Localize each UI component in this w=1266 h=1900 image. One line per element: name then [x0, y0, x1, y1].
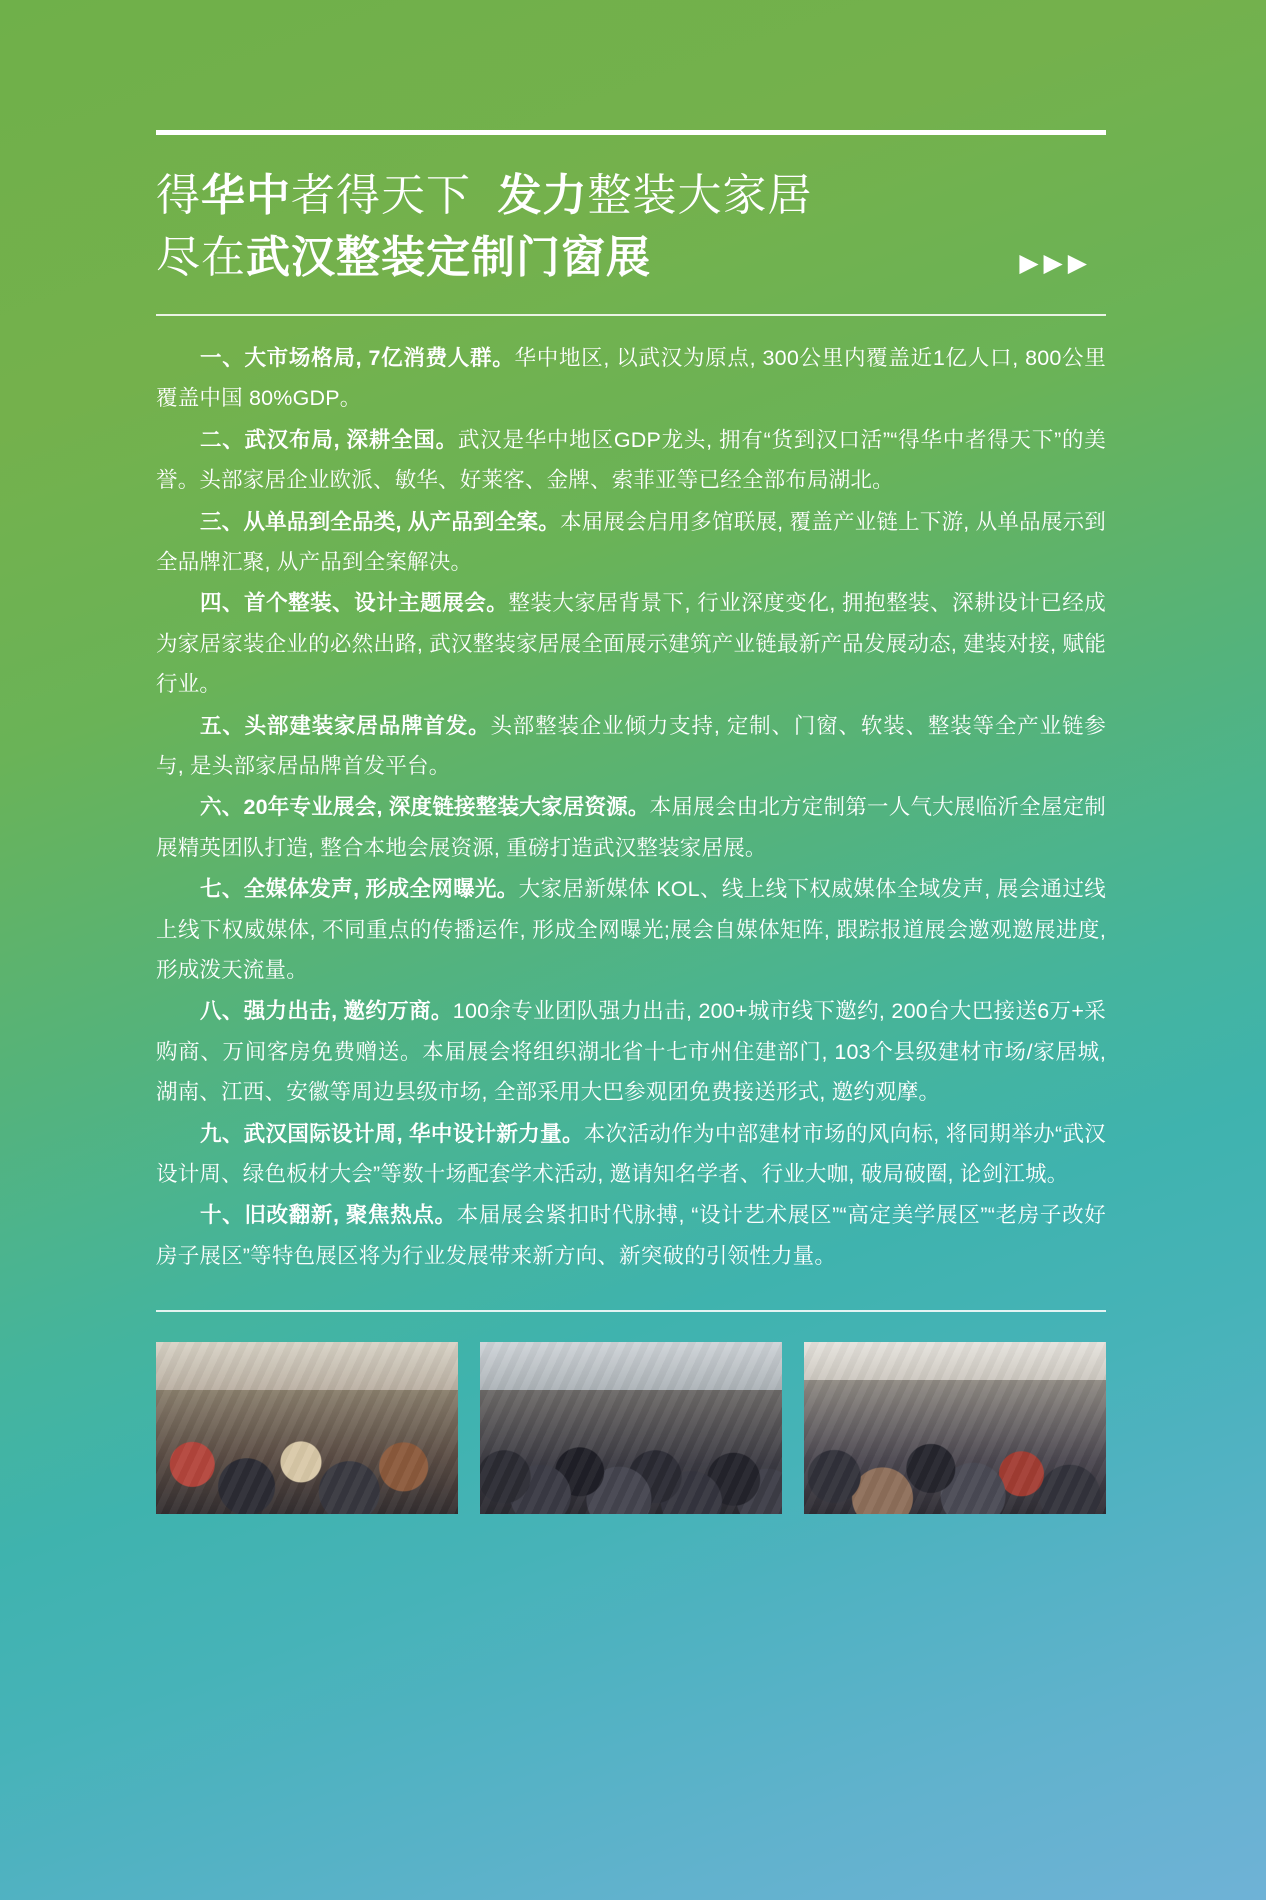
paragraph-3-text: 本届展会启用多馆联展, 覆盖产业链上下游, 从单品展示到全品牌汇聚, 从产品到全案解决。: [156, 509, 1106, 574]
triple-arrow-icon: ▶▶▶: [1019, 248, 1092, 277]
paragraph-7: [156, 869, 1106, 990]
body-text: [156, 338, 1106, 1276]
title-line-1-part-c: 者得天下: [291, 171, 471, 220]
paragraph-3: [156, 502, 1106, 583]
title-line-2-part-b: 武汉整装定制门窗展: [246, 233, 651, 283]
paragraph-2-text: 武汉是华中地区GDP龙头, 拥有“货到汉口活”“得华中者得天下”的美誉。头部家居企业欧派、敏华、好莱客、金牌、索菲亚等已经全部布局湖北。: [156, 427, 1106, 493]
title-line-1: [156, 165, 1106, 227]
paragraph-10-text: 本届展会紧扣时代脉搏, “设计艺术展区”“高定美学展区”“老房子改好房子展区”等特色展区将为行业发展带来新方向、新突破的引领性力量。: [156, 1203, 1106, 1268]
title-line-1-part-d: 发力: [497, 171, 588, 220]
paragraph-9-text: 本次活动作为中部建材市场的风向标, 将同期举办“武汉设计周、绿色板材大会”等数十场配套学术活动, 邀请知名学者、行业大咖, 破局破圈, 论剑江城。: [156, 1121, 1106, 1187]
photo-3-crowd: [804, 1380, 1106, 1514]
paragraph-6: [156, 787, 1106, 868]
paragraph-8-text: 100余专业团队强力出击, 200+城市线下邀约, 200台大巴接送6万+采购商、万间客房免费赠送。本届展会将组织湖北省十七市州住建部门, 103个县级建材市场/家居城, 湖南、江西、安徽等周边县级市场, 全部采用大巴参观团免费接送形式, 邀约观摩。: [156, 999, 1106, 1105]
paragraph-2: [156, 420, 1106, 501]
paragraph-6-lead: 六、20年专业展会, 深度链接整装大家居资源。: [200, 795, 650, 820]
paragraph-3-lead: 三、从单品到全品类, 从产品到全案。: [200, 509, 560, 534]
paragraph-4: [156, 583, 1106, 704]
title-line-2: [156, 227, 1106, 289]
paragraph-7-lead: 七、全媒体发声, 形成全网曝光。: [200, 877, 519, 902]
photo-visitors-aisle-crowd: [804, 1342, 1106, 1514]
content-container: [156, 130, 1106, 1514]
photo-registration-desk-crowd: [156, 1342, 458, 1514]
paragraph-10-lead: 十、旧改翻新, 聚焦热点。: [200, 1203, 457, 1228]
photo-2-crowd: [480, 1390, 782, 1514]
paragraph-5-text: 头部整装企业倾力支持, 定制、门窗、软装、整装等全产业链参与, 是头部家居品牌首发平台。: [156, 713, 1106, 778]
paragraph-8: [156, 991, 1106, 1112]
paragraph-1: [156, 338, 1106, 419]
paragraph-2-lead: 二、武汉布局, 深耕全国。: [200, 427, 458, 452]
paragraph-7-text: 大家居新媒体 KOL、线上线下权威媒体全域发声, 展会通过线上线下权威媒体, 不同重点的传播运作, 形成全网曝光;展会自媒体矩阵, 跟踪报道展会邀观邀展进度, 形成泼天流量。: [156, 877, 1106, 983]
paragraph-4-text: 整装大家居背景下, 行业深度变化, 拥抱整装、深耕设计已经成为家居家装企业的必然出路, 武汉整装家居展全面展示建筑产业链最新产品发展动态, 建装对接, 赋能行业。: [156, 591, 1106, 697]
paragraph-6-text: 本届展会由北方定制第一人气大展临沂全屋定制展精英团队打造, 整合本地会展资源, 重磅打造武汉整装家居展。: [156, 795, 1107, 860]
divider-middle: [156, 314, 1106, 316]
title-line-1-part-b: 华中: [201, 171, 291, 220]
title-line-1-part-e: 整装大家居: [587, 171, 813, 220]
divider-top: [156, 130, 1106, 135]
title-line-1-part-a: 得: [156, 171, 201, 220]
page-title: [156, 165, 1106, 290]
photo-exhibition-hall-crowd: [480, 1342, 782, 1514]
paragraph-1-lead: 一、大市场格局, 7亿消费人群。: [200, 345, 515, 370]
title-line-2-part-a: 尽在: [156, 233, 246, 283]
paragraph-5: [156, 706, 1106, 787]
paragraph-9-lead: 九、武汉国际设计周, 华中设计新力量。: [200, 1121, 584, 1146]
photo-strip: [156, 1342, 1106, 1514]
paragraph-9: [156, 1114, 1106, 1195]
photo-1-background: [156, 1342, 458, 1394]
paragraph-8-lead: 八、强力出击, 邀约万商。: [200, 999, 453, 1024]
paragraph-4-lead: 四、首个整装、设计主题展会。: [200, 591, 509, 616]
paragraph-1-text: 华中地区, 以武汉为原点, 300公里内覆盖近1亿人口, 800公里覆盖中国 80%GDP。: [156, 345, 1107, 411]
paragraph-10: [156, 1195, 1106, 1276]
paragraph-5-lead: 五、头部建装家居品牌首发。: [200, 713, 491, 738]
divider-bottom: [156, 1310, 1106, 1312]
photo-1-crowd: [156, 1390, 458, 1514]
